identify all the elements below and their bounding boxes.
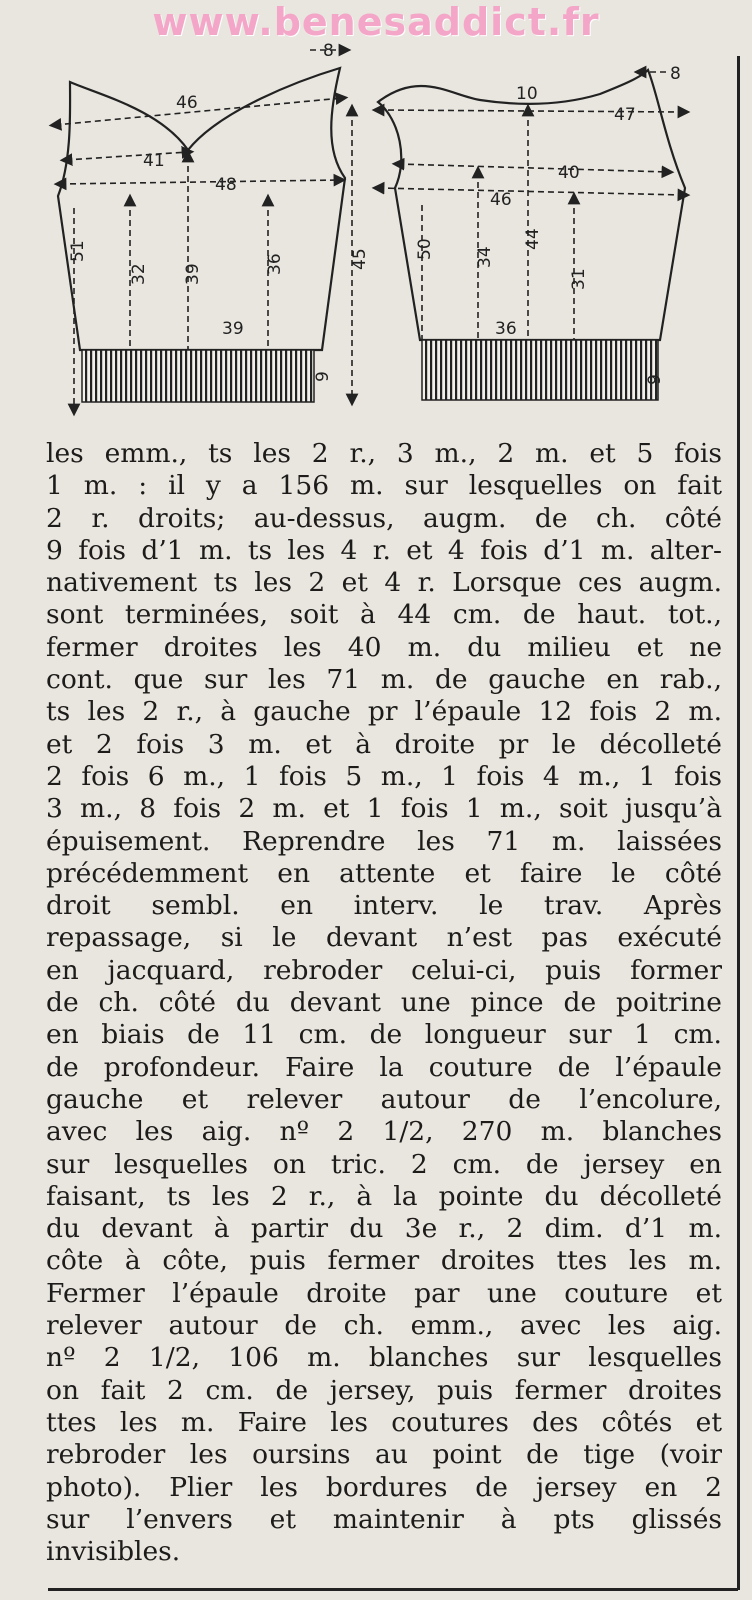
text-line: 2 fois 6 m., 1 fois 5 m., 1 fois 4 m., 1 fois bbox=[46, 760, 722, 792]
text-line: on fait 2 cm. de jersey, puis fermer droites bbox=[46, 1374, 722, 1406]
text-line: de profondeur. Faire la couture de l’épaule bbox=[46, 1051, 722, 1083]
text-line: sont terminées, soit à 44 cm. de haut. tot., bbox=[46, 599, 722, 631]
back-rib-band bbox=[82, 350, 314, 402]
back-rib-height-label: 9 bbox=[313, 371, 333, 382]
text-line: en jacquard, rebroder celui-ci, puis former bbox=[46, 954, 722, 986]
front-center-height-3-label: 31 bbox=[569, 268, 589, 290]
back-width-chest-label: 48 bbox=[215, 175, 237, 195]
text-line: ttes les m. Faire les coutures des côtés et bbox=[46, 1406, 722, 1438]
back-outline bbox=[58, 68, 345, 350]
back-total-height-label: 45 bbox=[350, 248, 370, 270]
watermark: www.benesaddict.fr bbox=[152, 0, 600, 44]
text-line: droit sembl. en interv. le trav. Après bbox=[46, 890, 722, 922]
text-line: gauche et relever autour de l’encolure, bbox=[46, 1083, 722, 1115]
text-line: en biais de 11 cm. de longueur sur 1 cm. bbox=[46, 1019, 722, 1051]
text-line: photo). Plier les bordures de jersey en 2 bbox=[46, 1471, 722, 1503]
front-width-armhole-label: 40 bbox=[558, 163, 580, 183]
front-center-height-1-label: 34 bbox=[475, 246, 495, 268]
front-bottom-width-label: 36 bbox=[495, 319, 517, 339]
pattern-schematic bbox=[0, 34, 752, 434]
text-line: du devant à partir du 3e r., 2 dim. d’1 m. bbox=[46, 1213, 722, 1245]
text-line: sur lesquelles on tric. 2 cm. de jersey en bbox=[46, 1148, 722, 1180]
text-line: côte à côte, puis fermer droites ttes les m. bbox=[46, 1245, 722, 1277]
text-line: 3 m., 8 fois 2 m. et 1 fois 1 m., soit jusqu’à bbox=[46, 793, 722, 825]
text-line: nº 2 1/2, 106 m. blanches sur lesquelles bbox=[46, 1342, 722, 1374]
text-line: sur l’envers et maintenir à pts glissés bbox=[46, 1503, 722, 1535]
front-neck-depth-label: 10 bbox=[516, 84, 538, 104]
text-line: repassage, si le devant n’est pas exécuté bbox=[46, 922, 722, 954]
back-piece-schematic bbox=[55, 41, 370, 410]
text-line: relever autour de ch. emm., avec les aig. bbox=[46, 1310, 722, 1342]
text-line: 1 m. : il y a 156 m. sur lesquelles on fait bbox=[46, 470, 722, 502]
text-line: 9 fois d’1 m. ts les 4 r. et 4 fois d’1 m. alter- bbox=[46, 534, 722, 566]
text-line: cont. que sur les 71 m. de gauche en rab., bbox=[46, 664, 722, 696]
text-line: invisibles. bbox=[46, 1536, 181, 1568]
front-side-height-label: 50 bbox=[415, 238, 435, 260]
back-width-top-label: 46 bbox=[176, 93, 198, 113]
text-line: épuisement. Reprendre les 71 m. laissées bbox=[46, 825, 722, 857]
front-center-height-2-label: 44 bbox=[523, 228, 543, 250]
text-line: de ch. côté du devant une pince de poitrine bbox=[46, 987, 722, 1019]
text-line: avec les aig. nº 2 1/2, 270 m. blanches bbox=[46, 1116, 722, 1148]
front-piece-schematic bbox=[378, 64, 685, 400]
front-width-chest-label: 46 bbox=[490, 190, 512, 210]
column-rule-horizontal bbox=[48, 1588, 738, 1591]
back-center-height-3-label: 36 bbox=[265, 253, 285, 275]
back-side-height-label: 51 bbox=[68, 240, 88, 262]
text-line: rebroder les oursins au point de tige (voir bbox=[46, 1439, 722, 1471]
back-width-armhole-label: 41 bbox=[143, 151, 165, 171]
front-width-top-label: 47 bbox=[614, 105, 636, 125]
text-line: précédemment en attente et faire le côté bbox=[46, 857, 722, 889]
front-rib-height-label: 9 bbox=[645, 374, 665, 385]
text-line: faisant, ts les 2 r., à la pointe du décolleté bbox=[46, 1180, 722, 1212]
back-bottom-width-label: 39 bbox=[222, 319, 244, 339]
text-line: Fermer l’épaule droite par une couture et bbox=[46, 1277, 722, 1309]
back-center-height-2-label: 39 bbox=[183, 263, 203, 285]
back-shoulder-label: 8 bbox=[323, 41, 334, 61]
front-rib-band bbox=[422, 340, 658, 400]
instructions-text bbox=[46, 438, 722, 1568]
text-line: nativement ts les 2 et 4 r. Lorsque ces augm. bbox=[46, 567, 722, 599]
back-center-height-1-label: 32 bbox=[129, 263, 149, 285]
text-line: et 2 fois 3 m. et à droite pr le décolleté bbox=[46, 728, 722, 760]
text-line: ts les 2 r., à gauche pr l’épaule 12 fois 2 m. bbox=[46, 696, 722, 728]
text-line: fermer droites les 40 m. du milieu et ne bbox=[46, 631, 722, 663]
front-shoulder-label: 8 bbox=[670, 64, 681, 84]
text-line: les emm., ts les 2 r., 3 m., 2 m. et 5 fois bbox=[46, 438, 722, 469]
text-line: 2 r. droits; au-dessus, augm. de ch. côté bbox=[46, 502, 722, 534]
